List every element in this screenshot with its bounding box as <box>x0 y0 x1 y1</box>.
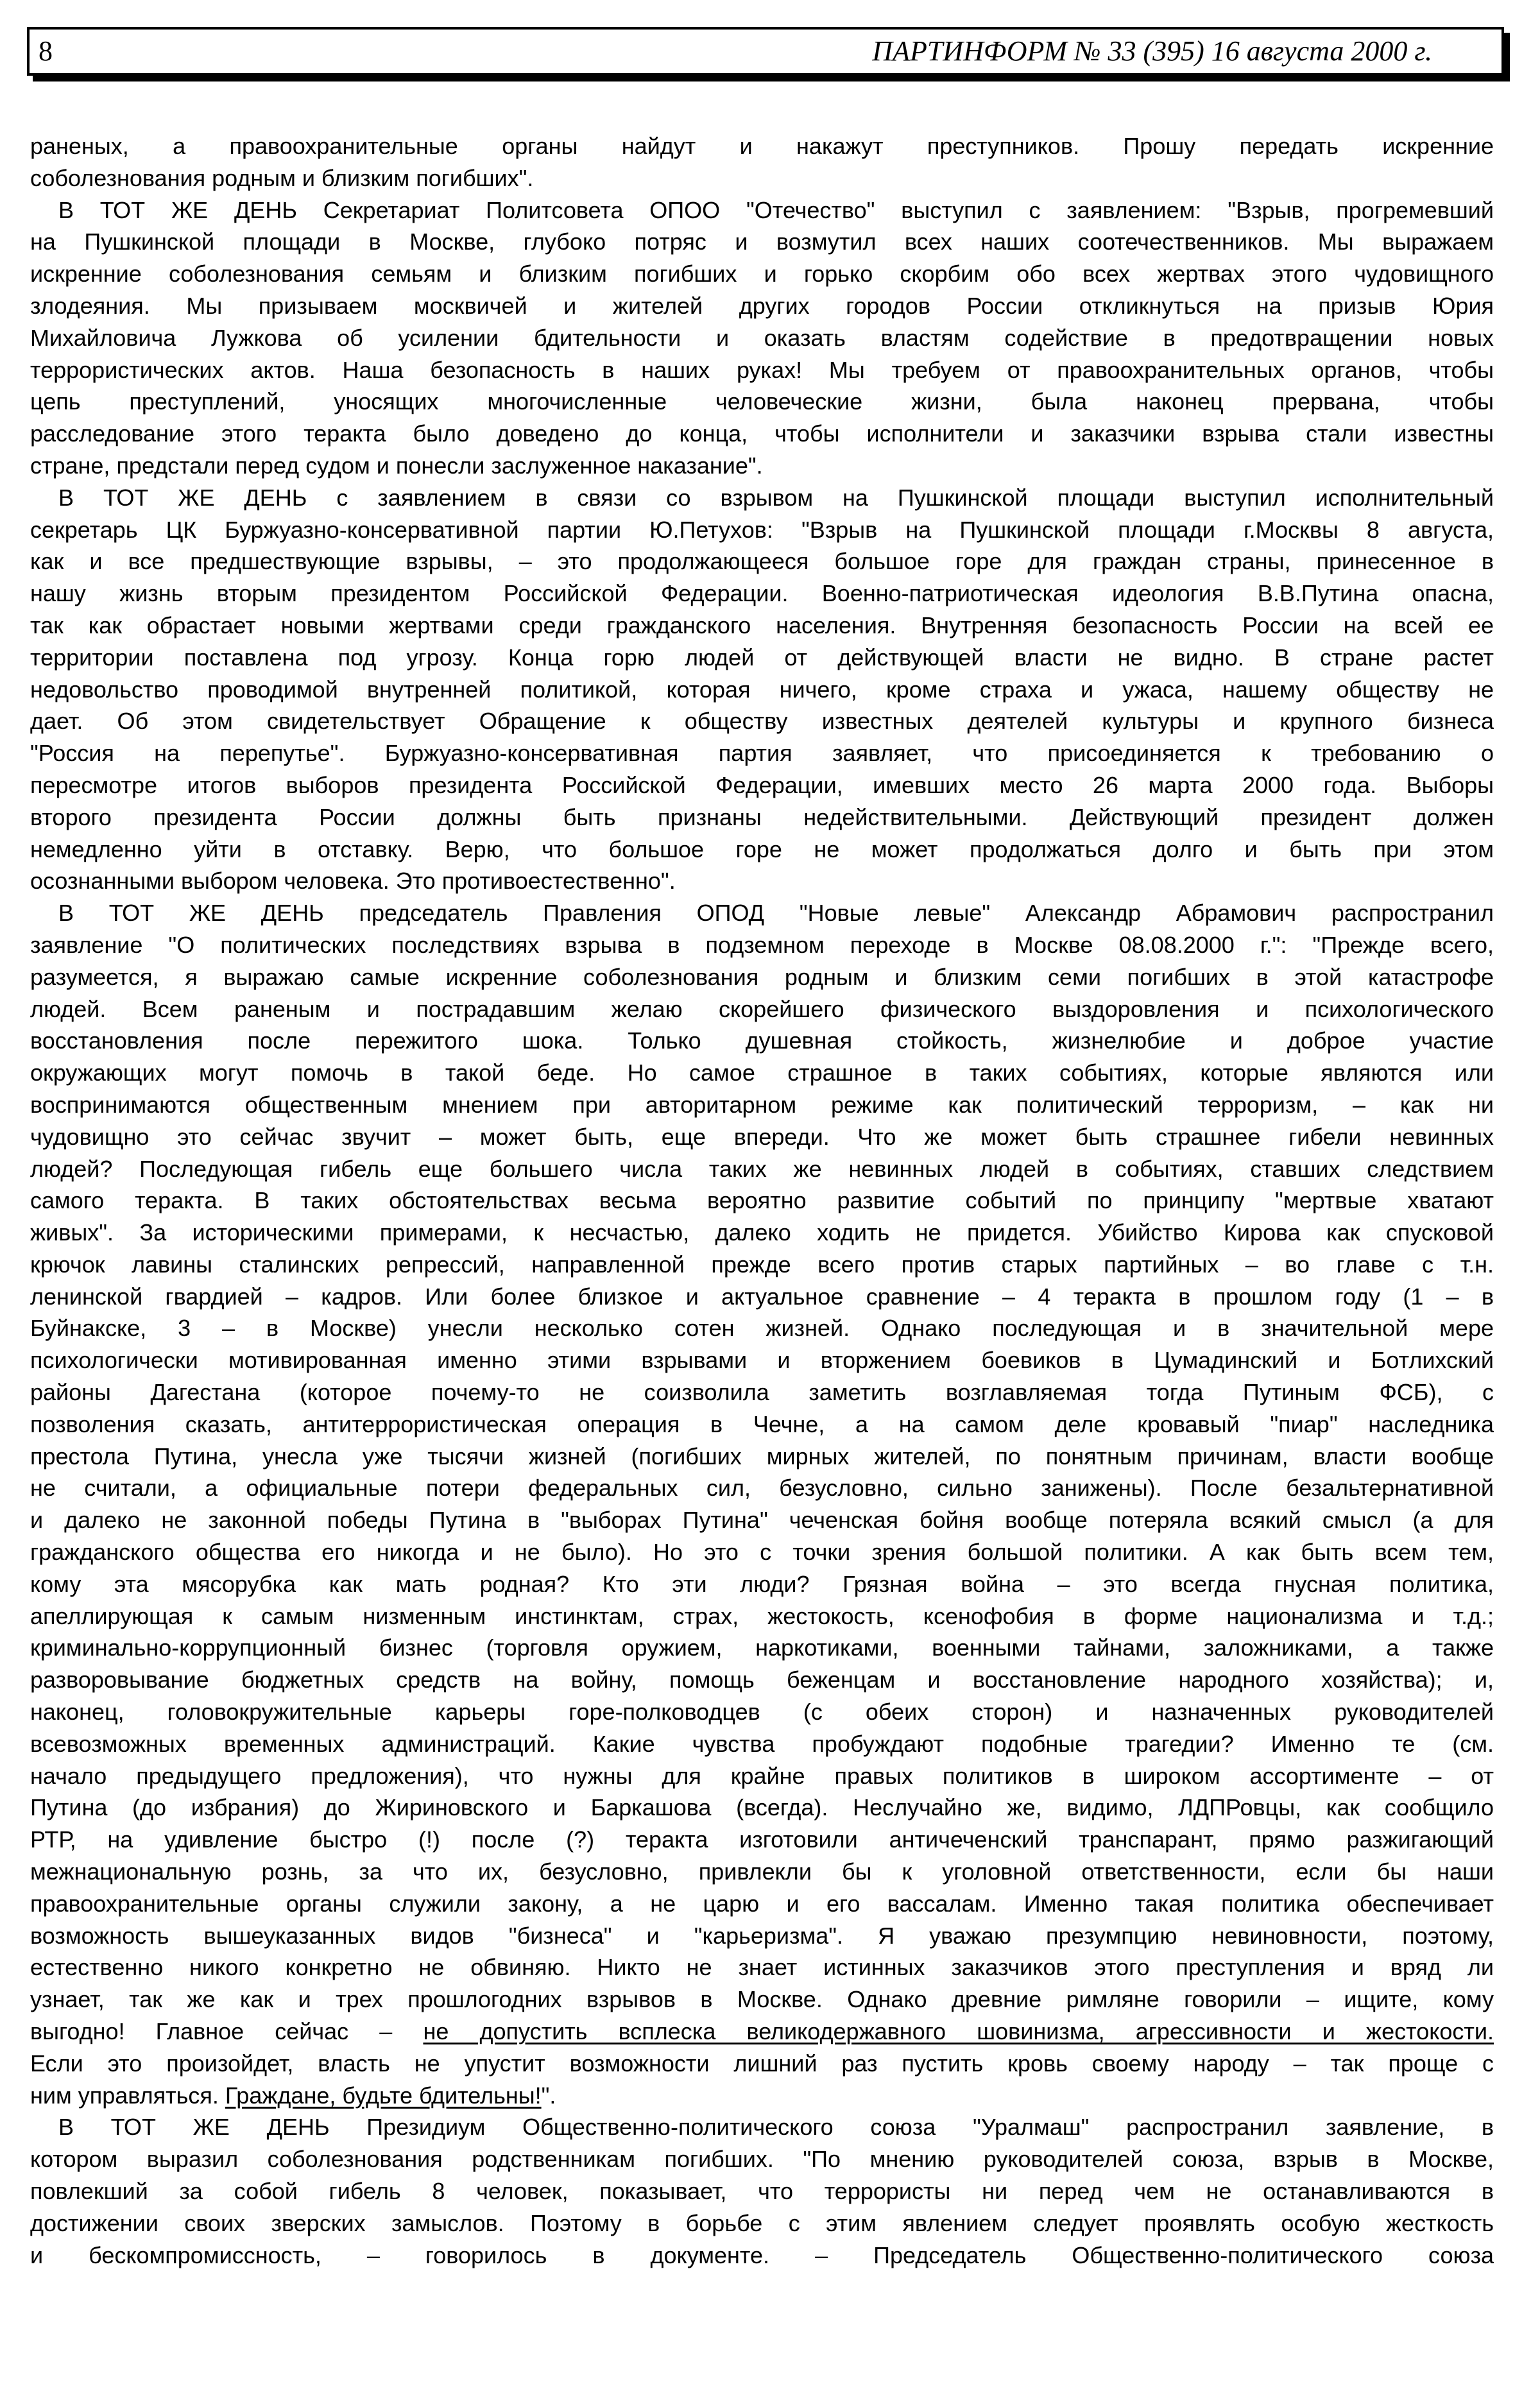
text-line <box>30 1600 1494 1632</box>
line-text: Если это произойдет, власть не упустит возможности лишний раз пустить кровь своему народу – так проще с <box>30 2050 1494 2077</box>
paragraph <box>30 130 1494 194</box>
line-text: возможность вышеуказанных видов "бизнеса" и "карьеризма". Я уважаю презумпцию невиновности, поэтому, <box>30 1922 1494 1949</box>
text-line <box>30 2175 1494 2207</box>
text-line <box>30 290 1494 322</box>
line-text: цепь преступлений, уносящих многочисленные человеческие жизни, была наконец прервана, чтобы <box>30 388 1494 415</box>
line-text: окружающих могут помочь в такой беде. Но самое страшное в таких событиях, которые являются или <box>30 1059 1494 1086</box>
publication-title: ПАРТИНФОРМ № 33 (395) 16 августа 2000 г. <box>872 35 1432 67</box>
text-line <box>30 2111 1494 2143</box>
line-text: на Пушкинской площади в Москве, глубоко потряс и возмутил всех наших соотечественников. Мы выражаем <box>30 228 1494 255</box>
line-text: раненых, а правоохранительные органы найдут и накажут преступников. Прошу передать искренние <box>30 133 1494 159</box>
line-text: живых". За историческими примерами, к несчастью, далеко ходить не придется. Убийство Кирова как спусковой <box>30 1219 1494 1246</box>
text-line <box>30 2240 1494 2272</box>
underlined-text: не допустить всплеска великодержавного шовинизма, агрессивности и жестокости. <box>423 2018 1494 2045</box>
text-line <box>30 162 1494 194</box>
text-line <box>30 1121 1494 1153</box>
line-text: криминально-коррупционный бизнес (торговля оружием, наркотиками, военными тайнами, заложниками, а также <box>30 1634 1494 1661</box>
line-text: всевозможных временных администраций. Какие чувства пробуждают подобные трагедии? Именно те (см. <box>30 1730 1494 1757</box>
line-text: Михайловича Лужкова об усилении бдительности и оказать властям содействие в предотвращении новых <box>30 324 1494 351</box>
underlined-text: Граждане, будьте бдительны! <box>225 2082 542 2109</box>
text-line <box>30 1568 1494 1600</box>
text-line <box>30 450 1494 482</box>
line-text: дает. Об этом свидетельствует Обращение к обществу известных деятелей культуры и крупного бизнеса <box>30 708 1494 735</box>
page-number: 8 <box>38 35 53 67</box>
line-text: правоохранительные органы служили закону, а не царю и его вассалам. Именно такая политика обеспечивает <box>30 1890 1494 1917</box>
text-line <box>30 2048 1494 2080</box>
line-text: чудовищно это сейчас звучит – может быть, еще впереди. Что же может быть страшнее гибели невинных <box>30 1123 1494 1150</box>
line-text: недовольство проводимой внутренней политикой, которая ничего, кроме страха и ужаса, нашему обществу не <box>30 676 1494 703</box>
text-line <box>30 1217 1494 1249</box>
line-text: разумеется, я выражаю самые искренние соболезнования родным и близким семи погибших в этой катастрофе <box>30 963 1494 990</box>
paragraph <box>30 194 1494 482</box>
paragraph <box>30 897 1494 2111</box>
text-line <box>30 1792 1494 1824</box>
text-line <box>30 1472 1494 1504</box>
paragraph <box>30 2111 1494 2271</box>
line-text: ленинской гвардией – кадров. Или более близкое и актуальное сравнение – 4 теракта в прошлом году (1 – в <box>30 1283 1494 1310</box>
text-line <box>30 354 1494 386</box>
line-text: и бескомпромиссность, – говорилось в документе. – Председатель Общественно-политического союза <box>30 2241 1494 2268</box>
text-line <box>30 1696 1494 1728</box>
text-line <box>30 1312 1494 1344</box>
text-line <box>30 1536 1494 1568</box>
text-line <box>30 1376 1494 1409</box>
line-text: позволения сказать, антитеррористическая операция в Чечне, а на самом деле кровавый "пиар" наследника <box>30 1410 1494 1437</box>
text-line <box>30 1824 1494 1856</box>
text-line <box>30 1951 1494 1984</box>
line-text: крючок лавины сталинских репрессий, направленной прежде всего против старых партийных – во главе с т.н. <box>30 1251 1494 1278</box>
line-text: не считали, а официальные потери федеральных сил, безусловно, сильно занижены). После безальтернативной <box>30 1475 1494 1502</box>
line-text: повлекший за собой гибель 8 человек, показывает, что террористы ни перед чем не останавливаются в <box>30 2178 1494 2204</box>
line-text: людей? Последующая гибель еще большего числа таких же невинных людей в событиях, ставших следствием <box>30 1155 1494 1182</box>
text-line <box>30 769 1494 801</box>
line-text: В ТОТ ЖЕ ДЕНЬ Президиум Общественно-политического союза "Уралмаш" распространил заявление, в <box>58 2114 1494 2141</box>
text-line <box>30 865 1494 897</box>
text-line <box>30 194 1494 227</box>
text-line <box>30 258 1494 290</box>
text-line <box>30 897 1494 929</box>
text-line <box>30 226 1494 258</box>
line-text: разворовывание бюджетных средств на войну, помощь беженцам и восстановление народного хозяйства); и, <box>30 1667 1494 1693</box>
line-text: апеллирующая к самым низменным инстинктам, страх, жестокость, ксенофобия в форме национализма и т.д.; <box>30 1602 1494 1629</box>
text-line <box>30 1089 1494 1121</box>
text-line <box>30 2207 1494 2240</box>
line-text: людей. Всем раненым и пострадавшим желаю скорейшего физического выздоровления и психологического <box>30 995 1494 1022</box>
text-line <box>30 130 1494 162</box>
line-text: В ТОТ ЖЕ ДЕНЬ Секретариат Политсовета ОПОО "Отечество" выступил с заявлением: "Взрыв, прогремевший <box>58 196 1494 223</box>
line-text: немедленно уйти в отставку. Верю, что большое горе не может продолжаться долго и быть при этом <box>30 835 1494 862</box>
line-text: второго президента России должны быть признаны недействительными. Действующий президент должен <box>30 803 1494 830</box>
line-text: В ТОТ ЖЕ ДЕНЬ с заявлением в связи со взрывом на Пушкинской площади выступил исполнительный <box>58 484 1494 511</box>
line-text: Путина (до избрания) до Жириновского и Баркашова (всегда). Неслучайно же, видимо, ЛДПРовцы, как сообщило <box>30 1794 1494 1821</box>
text-line <box>30 1504 1494 1536</box>
line-text: "Россия на перепутье". Буржуазно-консервативная партия заявляет, что присоединяется к требованию о <box>30 740 1494 767</box>
line-text: секретарь ЦК Буржуазно-консервативной партии Ю.Петухов: "Взрыв на Пушкинской площади г.Москвы 8 августа, <box>30 516 1494 543</box>
text-line <box>30 1441 1494 1473</box>
text-line <box>30 1920 1494 1952</box>
text-line <box>30 834 1494 866</box>
line-text: престола Путина, унесла уже тысячи жизней (погибших мирных жителей, по понятным причинам, власти вообще <box>30 1443 1494 1469</box>
text-line <box>30 1249 1494 1281</box>
line-text: территории поставлена под угрозу. Конца горю людей от действующей власти не видно. В стране растет <box>30 644 1494 671</box>
line-text: расследование этого теракта было доведено до конца, чтобы исполнители и заказчики взрыва стали известны <box>30 420 1494 447</box>
line-text: кому эта мясорубка как мать родная? Кто эти люди? Грязная война – это всегда гнусная политика, <box>30 1570 1494 1597</box>
text-segment: выгодно! Главное сейчас – <box>30 2018 424 2045</box>
line-text: естественно никого конкретно не обвиняю. Никто не знает истинных заказчиков этого преступления и вряд ли <box>30 1954 1494 1981</box>
text-line <box>30 322 1494 354</box>
text-line <box>30 1344 1494 1376</box>
line-text <box>30 2080 556 2112</box>
line-text: межнациональную рознь, за что их, безусловно, привлекли бы к уголовной ответственности, если бы наши <box>30 1858 1494 1885</box>
text-line <box>30 482 1494 514</box>
text-line <box>30 642 1494 674</box>
text-line <box>30 1057 1494 1089</box>
text-line <box>30 1664 1494 1696</box>
text-line <box>30 386 1494 418</box>
line-text: злодеяния. Мы призываем москвичей и жителей других городов России откликнуться на призыв Юрия <box>30 292 1494 319</box>
line-text: стране, предстали перед судом и понесли заслуженное наказание". <box>30 452 763 479</box>
text-line <box>30 1888 1494 1920</box>
text-line <box>30 1984 1494 2016</box>
text-line <box>30 578 1494 610</box>
line-text: гражданского общества его никогда и не было). Но это с точки зрения большой политики. А как быть всем тем, <box>30 1539 1494 1566</box>
line-text: заявление "О политических последствиях взрыва в подземном переходе в Москве 08.08.2000 г.": "Прежде всего, <box>30 931 1494 958</box>
line-text: соболезнования родным и близким погибших". <box>30 164 534 191</box>
line-text: районы Дагестана (которое почему-то не соизволила заметить возглавляемая тогда Путиным ФСБ), с <box>30 1379 1494 1406</box>
line-text: искренние соболезнования семьям и близким погибших и горько скорбим обо всех жертвах этого чудовищного <box>30 261 1494 287</box>
line-text: В ТОТ ЖЕ ДЕНЬ председатель Правления ОПОД "Новые левые" Александр Абрамович распространил <box>58 900 1494 927</box>
article-body <box>30 130 1494 2271</box>
text-line <box>30 674 1494 706</box>
line-text: наконец, головокружительные карьеры горе-полководцев (с обеих сторон) и назначенных руководителей <box>30 1699 1494 1726</box>
line-text: нашу жизнь вторым президентом Российской Федерации. Военно-патриотическая идеология В.В.Путина опасна, <box>30 580 1494 607</box>
line-text: РТР, на удивление быстро (!) после (?) теракта изготовили античеченский транспарант, прямо разжигающий <box>30 1826 1494 1853</box>
text-line <box>30 737 1494 769</box>
line-text: начало предыдущего предложения), что нужны для крайне правых политиков в широком ассортименте – от <box>30 1762 1494 1789</box>
paragraph <box>30 482 1494 897</box>
line-text: самого теракта. В таких обстоятельствах весьма вероятно развитие событий по принципу "мертвые хватают <box>30 1187 1494 1214</box>
text-line <box>30 1728 1494 1760</box>
text-line <box>30 1632 1494 1664</box>
line-text: котором выразил соболезнования родственникам погибших. "По мнению руководителей союза, взрыв в Москве, <box>30 2146 1494 2173</box>
line-text: Буйнакске, 3 – в Москве) унесли несколько сотен жизней. Однако последующая и в значительной мере <box>30 1315 1494 1342</box>
line-text: воспринимаются общественным мнением при авторитарном режиме как политический терроризм, – как ни <box>30 1091 1494 1118</box>
line-text: пересмотре итогов выборов президента Российской Федерации, имевших место 26 марта 2000 года. Выборы <box>30 771 1494 798</box>
line-text: восстановления после пережитого шока. Только душевная стойкость, жизнелюбие и доброе участие <box>30 1027 1494 1054</box>
text-line <box>30 1856 1494 1888</box>
page-header <box>27 27 1504 76</box>
text-line <box>30 610 1494 642</box>
text-line <box>30 1185 1494 1217</box>
text-line <box>30 993 1494 1025</box>
line-text: психологически мотивированная именно этими взрывами и вторжением боевиков в Цумадинский и Ботлихский <box>30 1347 1494 1374</box>
text-line <box>30 1153 1494 1185</box>
text-segment: ". <box>541 2082 556 2109</box>
line-text: и далеко не законной победы Путина в "выборах Путина" чеченская бойня вообще потеряла всякий смысл (а для <box>30 1507 1494 1534</box>
text-line <box>30 929 1494 961</box>
line-text: как и все предшествующие взрывы, – это продолжающееся большое горе для граждан страны, принесенное в <box>30 548 1494 575</box>
text-line <box>30 1025 1494 1057</box>
text-line <box>30 2080 1494 2112</box>
line-text: так как обрастает новыми жертвами среди гражданского населения. Внутренняя безопасность России на всей ее <box>30 612 1494 638</box>
text-line <box>30 418 1494 450</box>
text-line <box>30 1281 1494 1313</box>
text-line <box>30 961 1494 993</box>
text-line <box>30 705 1494 737</box>
text-line <box>30 801 1494 834</box>
text-line <box>30 545 1494 578</box>
text-line <box>30 514 1494 546</box>
line-text: террористических актов. Наша безопасность в наших руках! Мы требуем от правоохранительных органов, чтобы <box>30 356 1494 383</box>
line-text: достижении своих зверских замыслов. Поэтому в борьбе с этим явлением следует проявлять особую жесткость <box>30 2209 1494 2236</box>
text-segment: ним управляться. <box>30 2082 225 2109</box>
line-text: осознанными выбором человека. Это противоестественно". <box>30 868 676 895</box>
line-text <box>30 2016 1494 2048</box>
text-line <box>30 1760 1494 1792</box>
line-text: узнает, так же как и трех прошлогодних взрывов в Москве. Однако древние римляне говорили – ищите, кому <box>30 1986 1494 2013</box>
text-line <box>30 2016 1494 2048</box>
text-line <box>30 2143 1494 2175</box>
text-line <box>30 1409 1494 1441</box>
